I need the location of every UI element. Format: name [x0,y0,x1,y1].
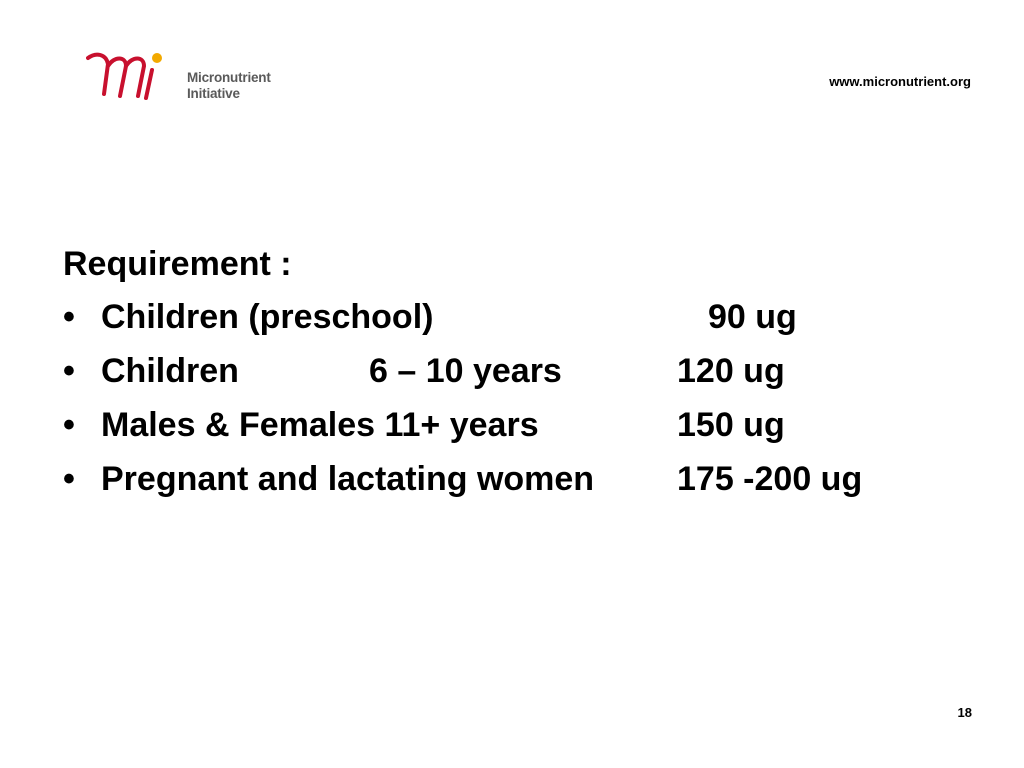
list-item [63,452,963,506]
list-item [63,398,963,452]
page-number: 18 [957,705,972,720]
list-item [63,344,963,398]
logo-line-1: Micronutrient [187,70,271,85]
amount-value: 175 -200 ug [677,460,863,498]
mi-logo-icon [86,50,182,106]
bullet-glyph: • [63,298,75,336]
bullet-glyph: • [63,460,75,498]
logo-wordmark [187,70,271,102]
amount-value: 120 ug [677,352,785,390]
micronutrient-initiative-logo [86,50,286,106]
group-label: Pregnant and lactating women [101,460,595,498]
list-item [63,290,963,344]
website-url[interactable]: www.micronutrient.org [829,74,971,89]
amount-value: 150 ug [677,406,785,444]
age-range: 6 – 10 years [369,352,562,390]
amount-value: 90 ug [708,298,797,336]
bullet-glyph: • [63,406,75,444]
group-label: Children [101,352,239,390]
age-range: 11+ years [384,406,539,444]
slide-body [63,238,963,506]
logo-line-2: Initiative [187,86,240,101]
bullet-glyph: • [63,352,75,390]
group-label [101,398,539,452]
group-text: Males & Females [101,406,376,444]
group-label: Children (preschool) [101,298,434,336]
section-heading: Requirement : [63,245,292,283]
